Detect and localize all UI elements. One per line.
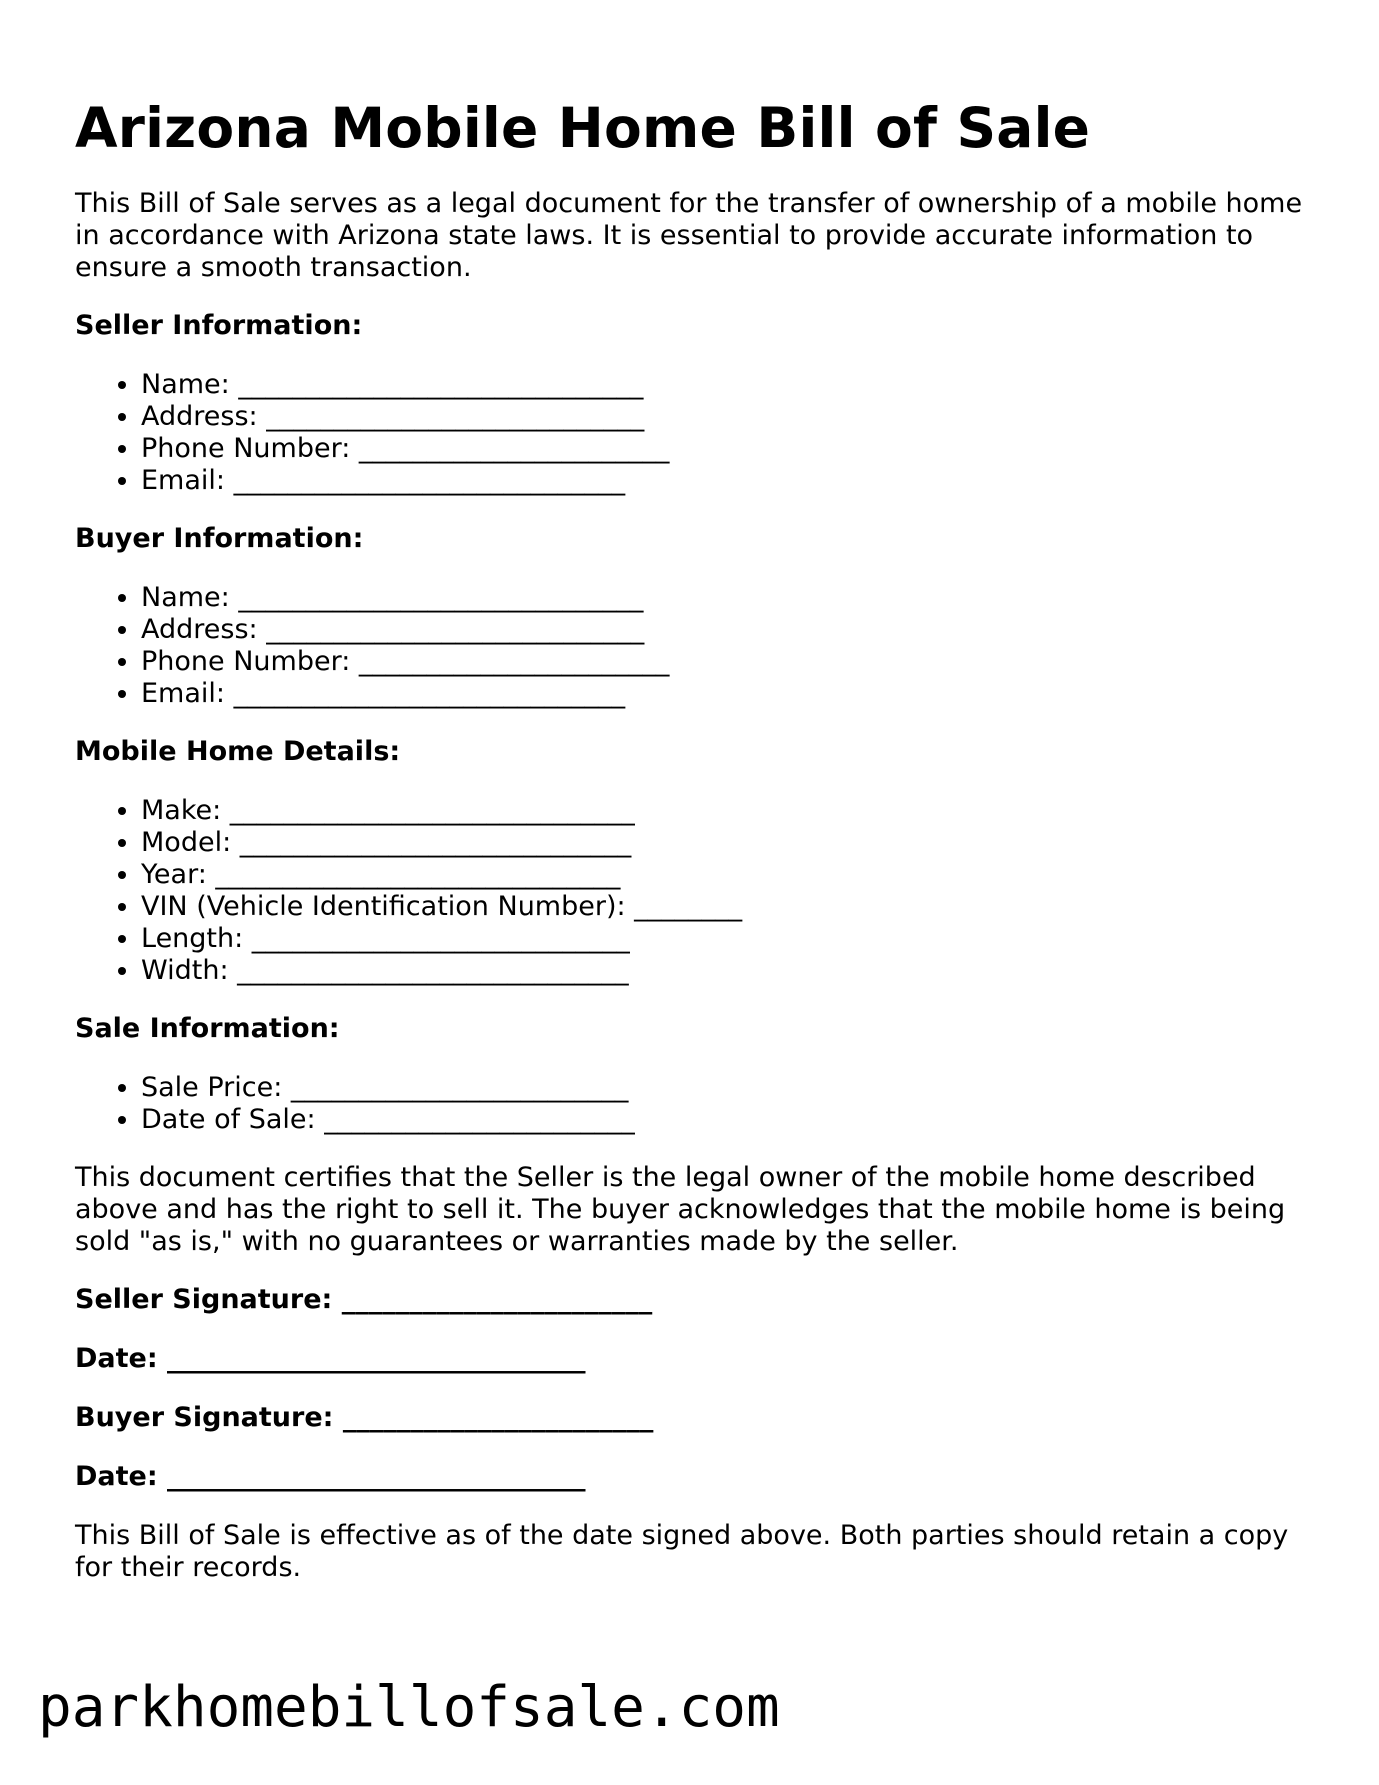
certification-paragraph: This document certifies that the Seller is the legal owner of the mobile home described above and has the right to sell it. The buyer acknowledges that the mobile home is being sold "as is," with no guarantees or warranties made by the seller. [75,1162,1286,1257]
sale-price-field: • Sale Price: _________________________ [141,1072,1315,1104]
sale-date-field: • Date of Sale: _______________________ [141,1104,1315,1136]
buyer-info-heading: Buyer Information: [75,523,364,554]
seller-info-heading: Seller Information: [75,310,363,341]
sale-info-list [75,1072,1315,1136]
home-width-field: • Width: _____________________________ [141,955,1315,987]
buyer-date-line: Date: _______________________________ [75,1461,586,1492]
seller-phone-field: • Phone Number: _______________________ [141,433,1315,465]
buyer-info-list [75,582,1315,710]
closing-paragraph: This Bill of Sale is effective as of the date signed above. Both parties should retain a copy for their records. [75,1520,1289,1583]
home-length-field: • Length: ____________________________ [141,923,1315,955]
document-title: Arizona Mobile Home Bill of Sale [75,96,1091,160]
home-make-field: • Make: ______________________________ [141,795,1315,827]
document-page [75,92,1315,1584]
home-year-field: • Year: ______________________________ [141,859,1315,891]
intro-paragraph: This Bill of Sale serves as a legal document for the transfer of ownership of a mobile home in accordance with Arizona state laws. It is essential to provide accurate information to ensure a smooth transaction. [75,188,1303,283]
seller-address-field: • Address: ____________________________ [141,401,1315,433]
seller-signature-line: Seller Signature: _______________________ [75,1284,653,1315]
seller-info-list [75,369,1315,497]
seller-name-field: • Name: ______________________________ [141,369,1315,401]
sale-info-heading: Sale Information: [75,1013,340,1044]
home-vin-field: • VIN (Vehicle Identification Number): ________ [141,891,1315,923]
home-details-list [75,795,1315,987]
home-model-field: • Model: _____________________________ [141,827,1315,859]
home-details-heading: Mobile Home Details: [75,736,401,767]
buyer-email-field: • Email: _____________________________ [141,678,1315,710]
buyer-phone-field: • Phone Number: _______________________ [141,646,1315,678]
buyer-address-field: • Address: ____________________________ [141,614,1315,646]
buyer-signature-line: Buyer Signature: _______________________ [75,1402,654,1433]
seller-email-field: • Email: _____________________________ [141,465,1315,497]
seller-date-line: Date: _______________________________ [75,1343,586,1374]
buyer-name-field: • Name: ______________________________ [141,582,1315,614]
site-watermark: parkhomebillofsale.com [38,1675,780,1740]
